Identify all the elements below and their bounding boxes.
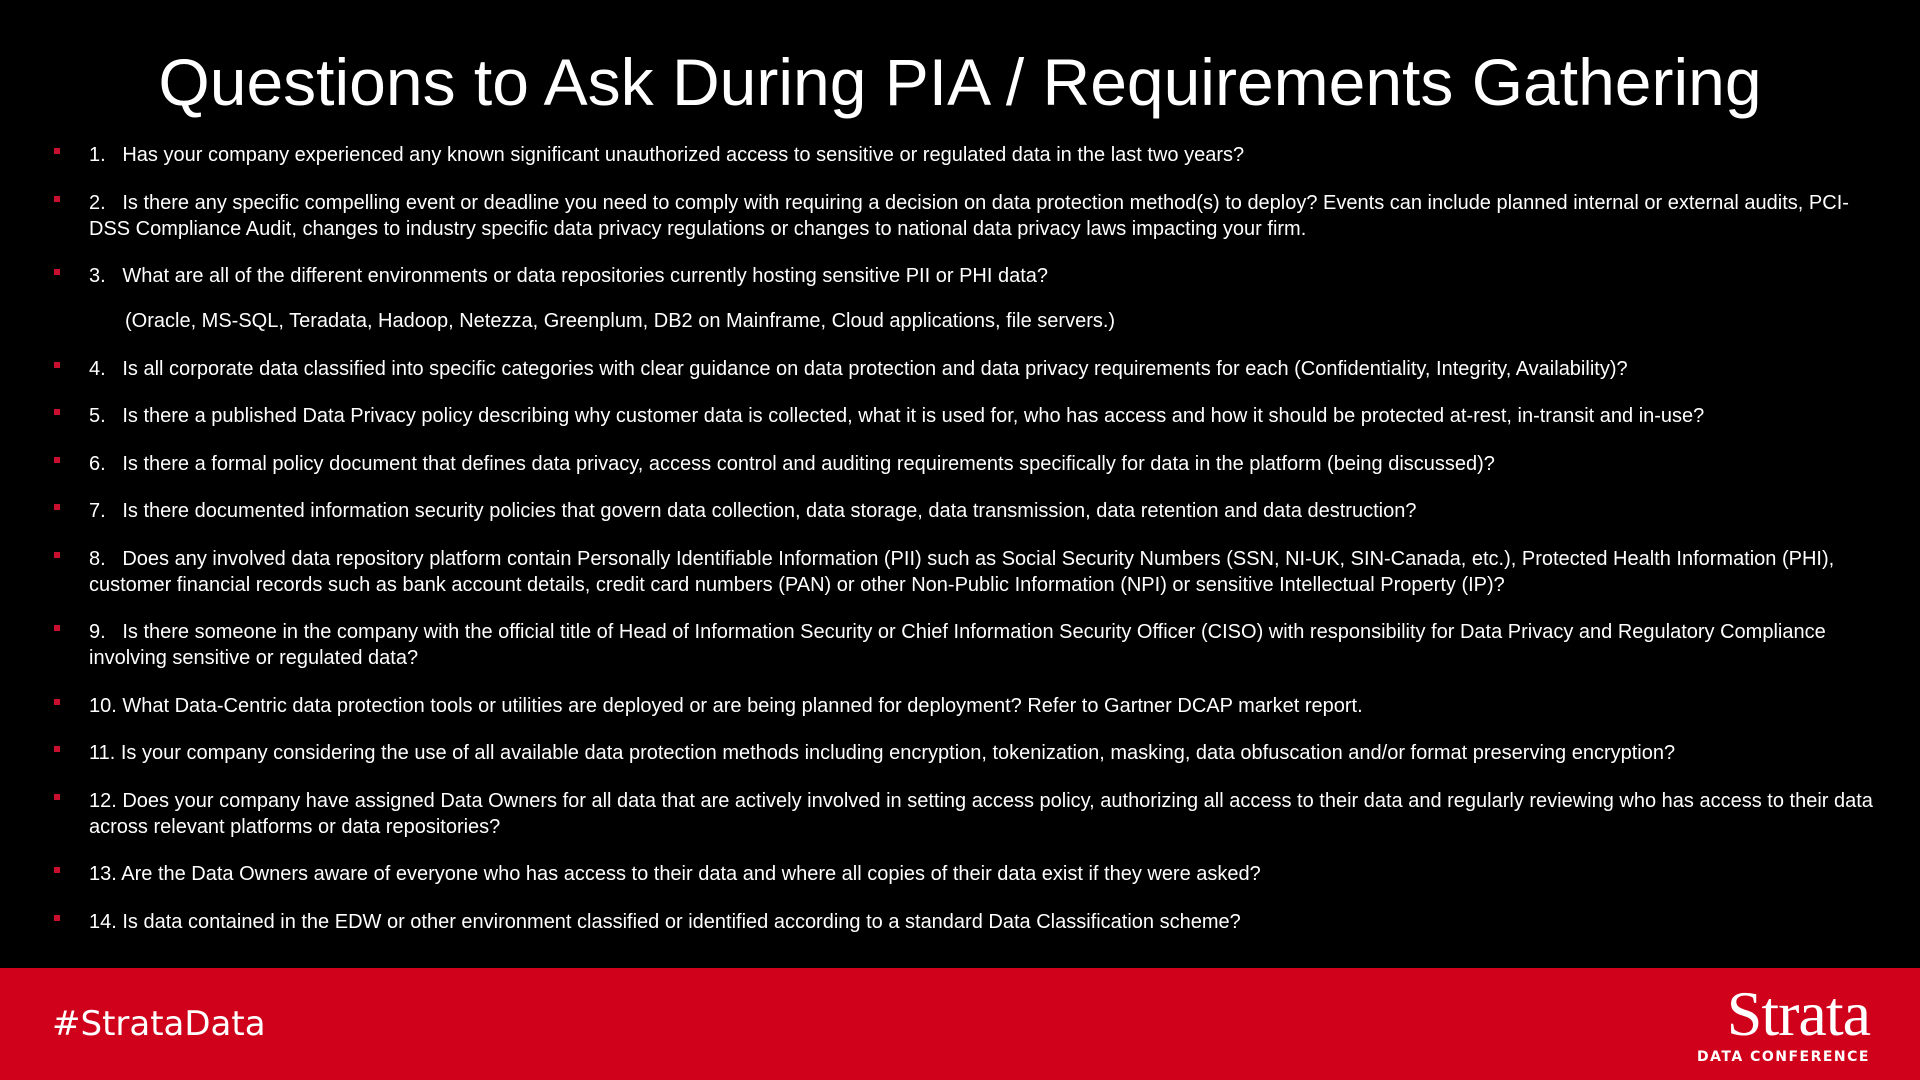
- square-bullet-icon: [54, 362, 60, 368]
- question-item: [54, 861, 1884, 887]
- question-text: Are the Data Owners aware of everyone who has access to their data and where all copies of their data exist if they were asked?: [121, 863, 1261, 885]
- question-item: [54, 451, 1884, 477]
- square-bullet-icon: [54, 867, 60, 873]
- slide-title: Questions to Ask During PIA / Requirements Gathering: [158, 45, 1762, 119]
- square-bullet-icon: [54, 196, 60, 202]
- question-number: 14.: [89, 910, 123, 933]
- question-item: [54, 498, 1884, 524]
- footer-hashtag: #StrataData: [52, 1004, 266, 1044]
- question-number: 8.: [89, 547, 123, 570]
- question-number: 7.: [89, 500, 123, 522]
- question-item: [54, 788, 1884, 840]
- square-bullet-icon: [54, 625, 60, 631]
- question-number: 9.: [89, 621, 123, 643]
- square-bullet-icon: [54, 148, 60, 154]
- question-number: 6.: [89, 452, 123, 475]
- question-list: [54, 142, 1884, 956]
- question-item: [54, 190, 1884, 242]
- question-text: Is all corporate data classified into specific categories with clear guidance on data protection and data privacy requirements for each (Confidentiality, Integrity, Availability)?: [122, 357, 1628, 380]
- question-item: [54, 142, 1884, 168]
- question-item: [54, 546, 1884, 598]
- square-bullet-icon: [54, 457, 60, 463]
- question-text: Is your company considering the use of all available data protection methods including encryption, tokenization, masking, data obfuscation and/or format preserving encryption?: [120, 742, 1676, 764]
- question-item: [54, 619, 1884, 671]
- question-text: Is there documented information security policies that govern data collection, data storage, data transmission, data retention and data destruction?: [122, 500, 1417, 522]
- question-item: [54, 356, 1884, 382]
- square-bullet-icon: [54, 504, 60, 510]
- question-item: [54, 693, 1884, 719]
- square-bullet-icon: [54, 746, 60, 752]
- question-text: Does your company have assigned Data Owners for all data that are actively involved in setting access policy, authorizing all access to their data and regularly reviewing who has access to their data across relevant platforms or data repositories?: [89, 789, 1873, 838]
- question-number: 10.: [89, 694, 123, 717]
- question-number: 1.: [89, 144, 123, 166]
- question-text: Has your company experienced any known significant unauthorized access to sensitive or regulated data in the last two years?: [122, 144, 1245, 166]
- question-number: 11.: [89, 742, 121, 764]
- square-bullet-icon: [54, 915, 60, 921]
- question-number: 12.: [89, 789, 123, 812]
- question-item: [54, 909, 1884, 935]
- question-note: (Oracle, MS-SQL, Teradata, Hadoop, Netezza, Greenplum, DB2 on Mainframe, Cloud applications, file servers.): [125, 310, 1116, 332]
- question-text: Is there a formal policy document that defines data privacy, access control and auditing requirements specifically for data in the platform (being discussed)?: [122, 452, 1495, 475]
- question-text: Is there a published Data Privacy policy describing why customer data is collected, what it is used for, who has access and how it should be protected at-rest, in-transit and in-use?: [122, 405, 1705, 427]
- footer-bar: [0, 968, 1920, 1080]
- question-item: [54, 263, 1884, 334]
- question-number: 2.: [89, 191, 123, 214]
- question-item: [54, 740, 1884, 766]
- question-item: [54, 403, 1884, 429]
- square-bullet-icon: [54, 409, 60, 415]
- question-number: 13.: [89, 863, 122, 885]
- question-text: Is there any specific compelling event or deadline you need to comply with requiring a decision on data protection method(s) to deploy? Events can include planned internal or external audits, PCI-DSS Compliance Audit, changes to industry specific data privacy regulations or changes to national data privacy laws impacting your firm.: [89, 191, 1849, 240]
- strata-logo: [1697, 978, 1870, 1066]
- logo-wordmark: Strata: [1726, 978, 1870, 1049]
- question-text: What are all of the different environments or data repositories currently hosting sensitive PII or PHI data?: [122, 265, 1049, 287]
- square-bullet-icon: [54, 269, 60, 275]
- question-text: What Data-Centric data protection tools or utilities are deployed or are being planned for deployment? Refer to Gartner DCAP market report.: [122, 694, 1363, 717]
- question-text: Is data contained in the EDW or other environment classified or identified according to a standard Data Classification scheme?: [122, 910, 1241, 933]
- question-number: 4.: [89, 357, 123, 380]
- logo-subtitle: DATA CONFERENCE: [1697, 1049, 1870, 1065]
- question-number: 3.: [89, 265, 123, 287]
- square-bullet-icon: [54, 552, 60, 558]
- question-text: Does any involved data repository platform contain Personally Identifiable Information (PII) such as Social Security Numbers (SSN, NI-UK, SIN-Canada, etc.), Protected Health Information (PHI), customer financial records such as bank account details, credit card numbers (PAN) or other Non-Public Information (NPI) or sensitive Intellectual Property (IP)?: [89, 547, 1835, 596]
- question-number: 5.: [89, 405, 123, 427]
- square-bullet-icon: [54, 699, 60, 705]
- square-bullet-icon: [54, 794, 60, 800]
- question-text: Is there someone in the company with the official title of Head of Information Security or Chief Information Security Officer (CISO) with responsibility for Data Privacy and Regulatory Compliance involving sensitive or regulated data?: [89, 621, 1826, 669]
